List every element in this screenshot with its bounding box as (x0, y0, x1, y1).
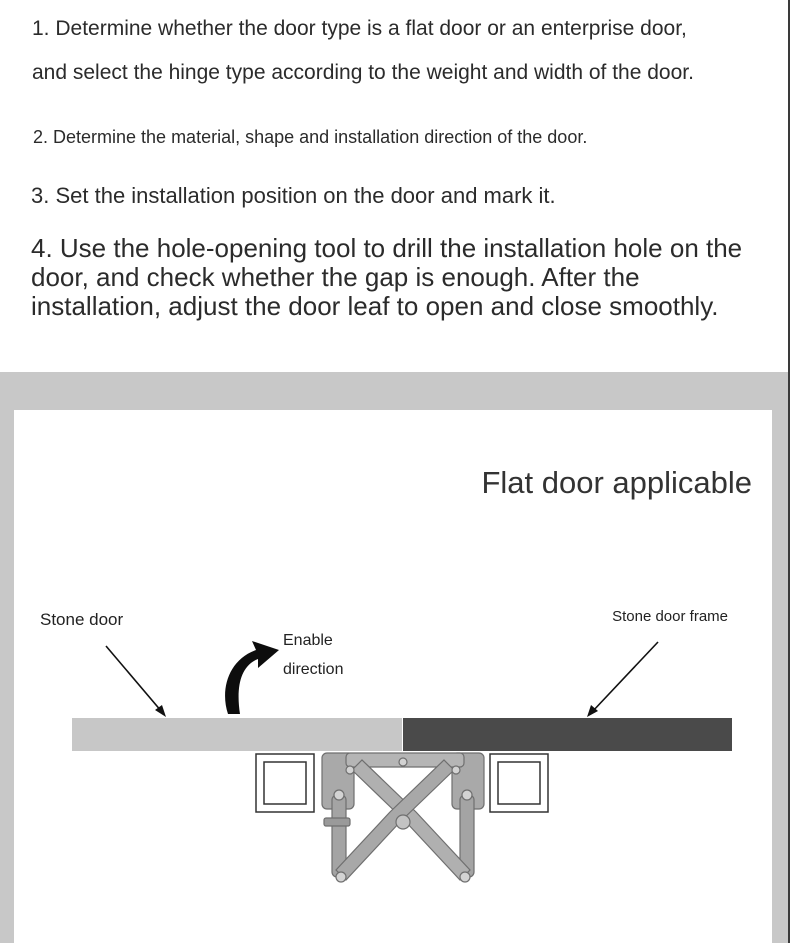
stone-door-frame (403, 718, 732, 751)
left-mount-box (256, 754, 314, 812)
step-1-line-1: 1. Determine whether the door type is a flat door or an enterprise door, (32, 17, 687, 40)
right-mount-box (490, 754, 548, 812)
step-2: 2. Determine the material, shape and installation direction of the door. (33, 127, 588, 147)
label-stone-door: Stone door (40, 610, 124, 629)
step-4: 4. Use the hole-opening tool to drill the installation hole on the door, and check whether the gap is enough. After the installation, adjust the door leaf to open and close smoothly. (31, 233, 743, 321)
curved-arrow-icon (225, 641, 279, 714)
label-enable: Enable (283, 632, 333, 649)
hinge-mechanism (322, 753, 484, 882)
pointer-arrow-icon (106, 646, 166, 717)
hinge-diagram (14, 410, 772, 943)
stone-door (72, 718, 402, 751)
diagram-panel (14, 410, 772, 943)
diagram-title: Flat door applicable (481, 465, 752, 500)
pointer-arrow-icon (587, 642, 658, 717)
label-stone-door-frame: Stone door frame (612, 608, 728, 625)
step-1-line-2: and select the hinge type according to the weight and width of the door. (32, 61, 694, 84)
step-3: 3. Set the installation position on the door and mark it. (31, 183, 556, 208)
label-direction: direction (283, 661, 344, 678)
